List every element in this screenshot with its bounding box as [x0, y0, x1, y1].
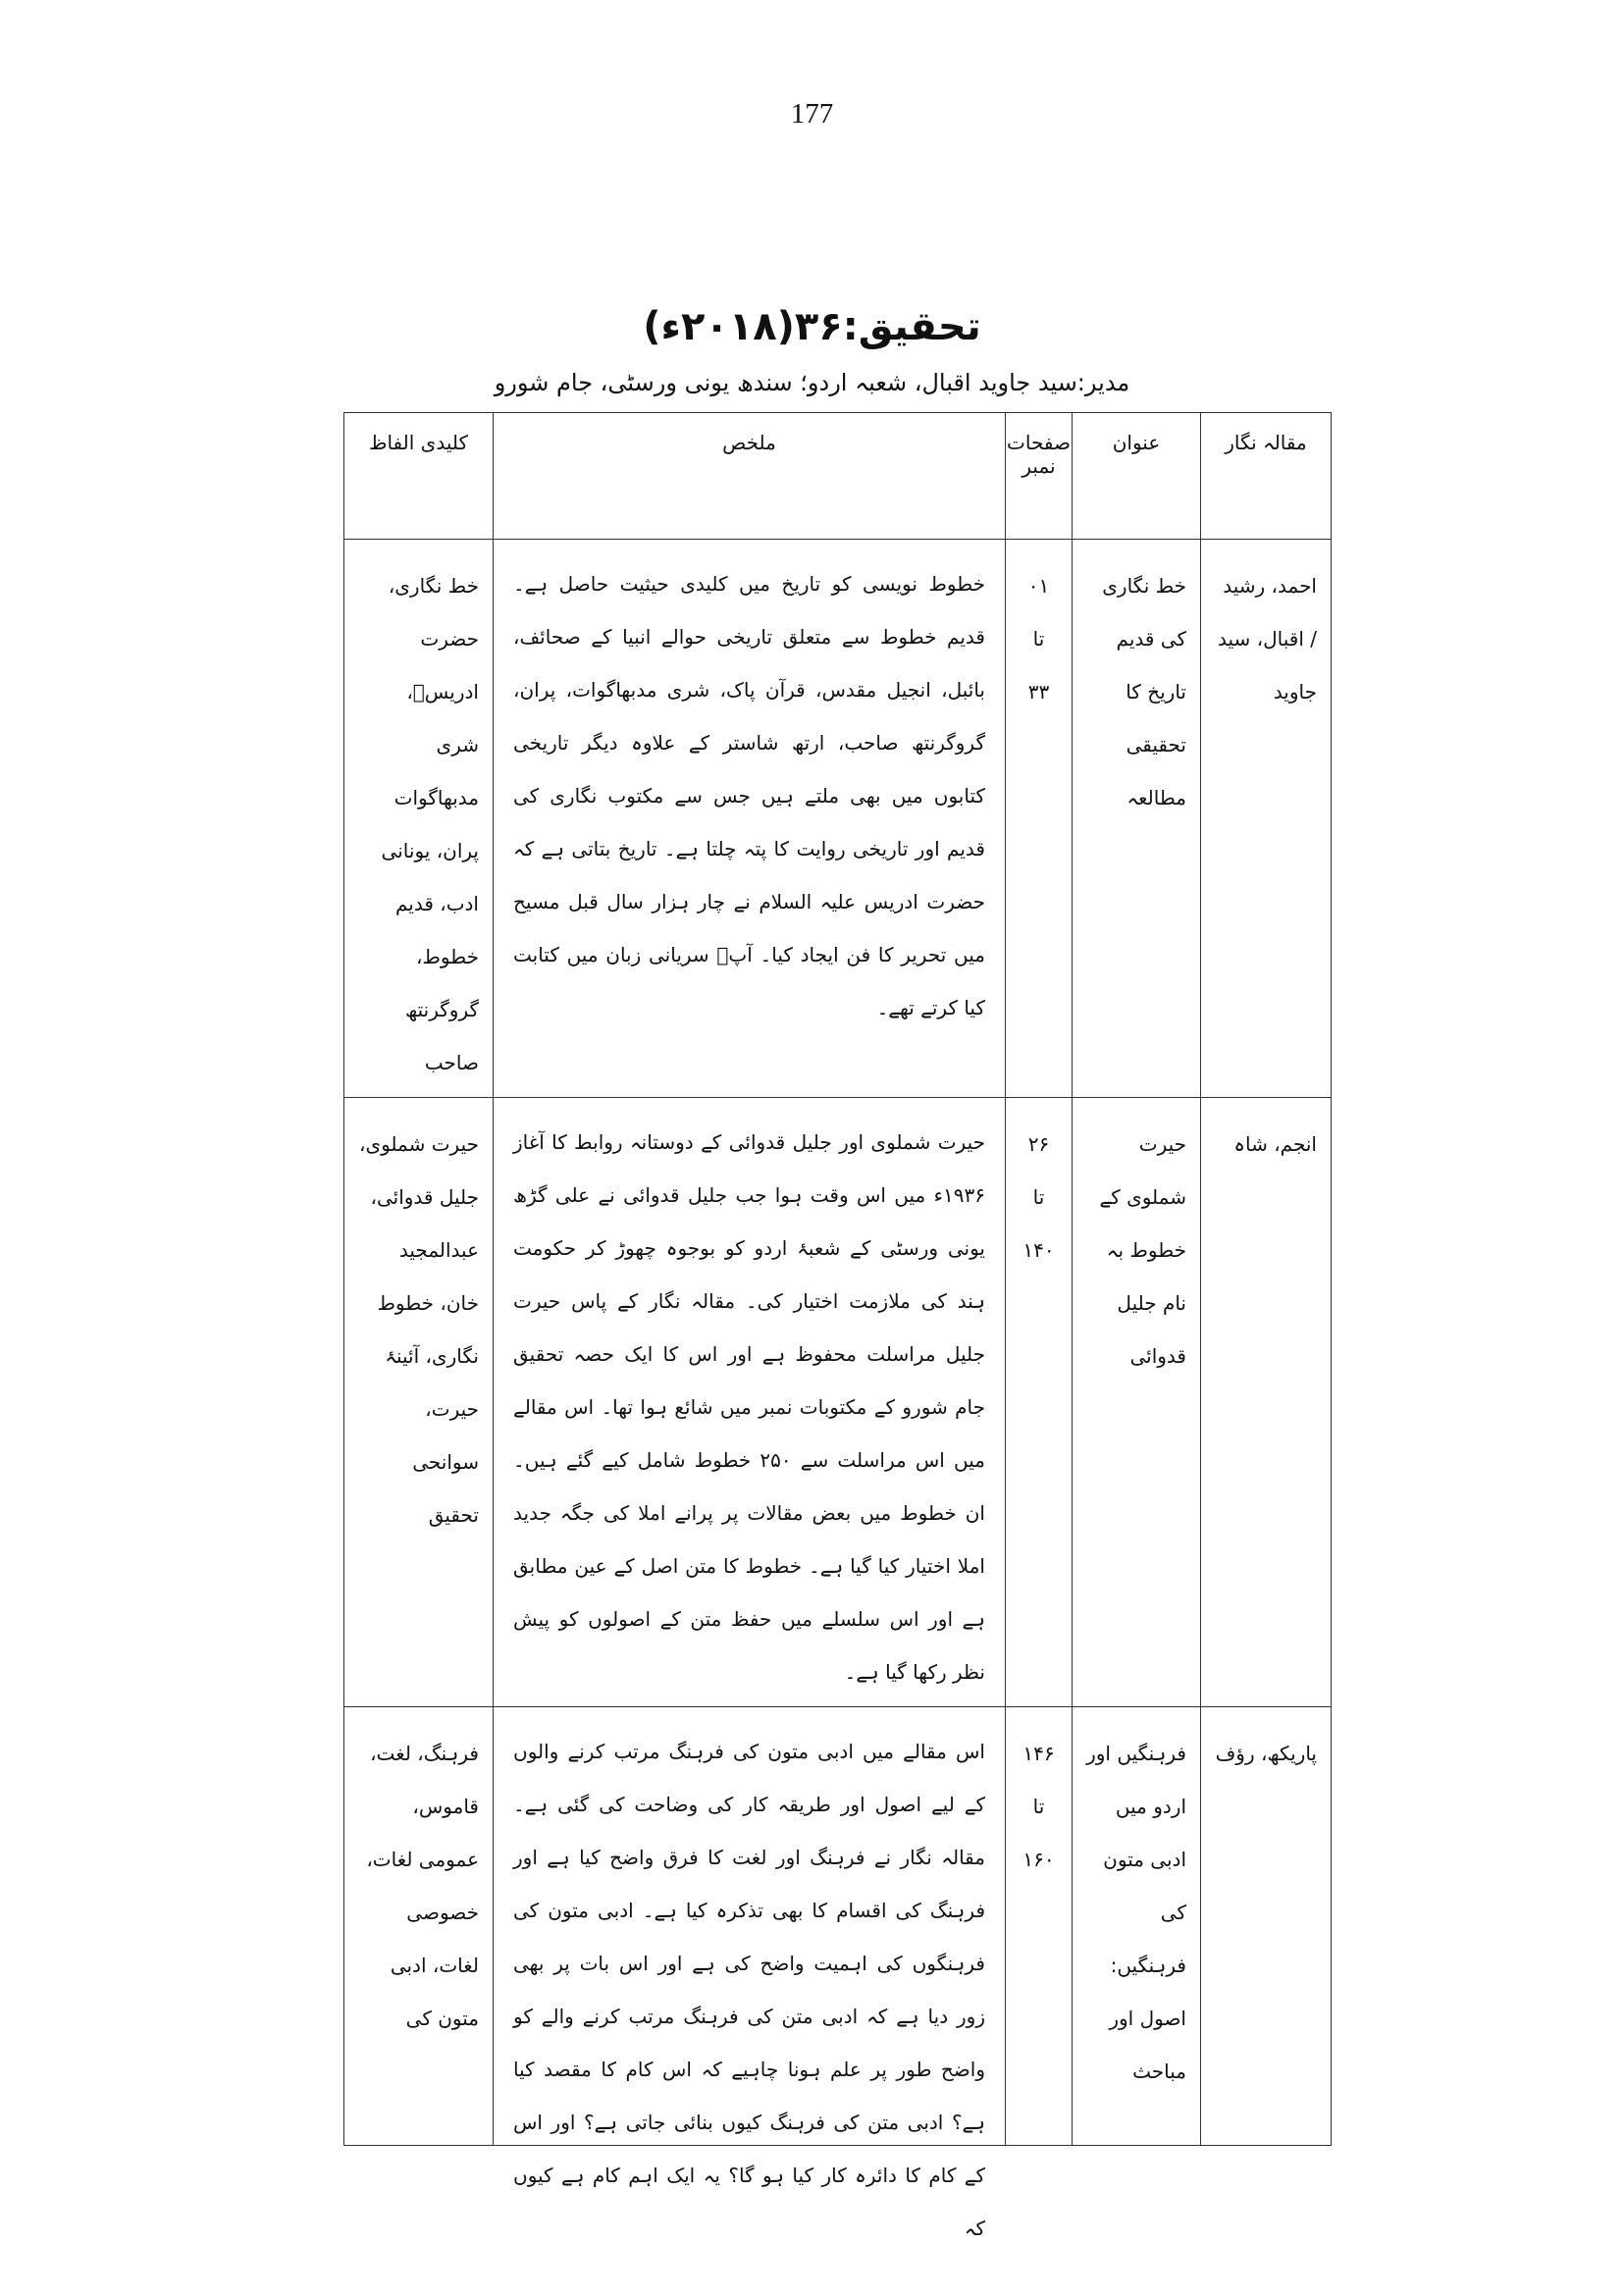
author-cell: [1201, 540, 1332, 1098]
article-index-table: [343, 412, 1332, 2240]
page-end: ۳۳: [1027, 680, 1050, 704]
page-start: ۱۴۶: [1022, 1742, 1055, 1765]
header-pages: صفحات نمبر: [1006, 413, 1073, 540]
page-number: 177: [790, 98, 834, 130]
pages-cell: [1006, 540, 1073, 1098]
table-row: [344, 540, 1332, 1098]
page-separator: تا: [1032, 627, 1045, 651]
keywords-text: حیرت شملوی، جلیل قدوائی، عبدالمجید خان، خطوط نگاری، آئینۂ حیرت، سوانحی تحقیق: [358, 1132, 479, 1527]
title-text: حیرت شملوی کے خطوط بہ نام جلیل قدوائی: [1099, 1132, 1186, 1368]
page-separator: تا: [1032, 1185, 1045, 1209]
author-text: انجم، شاہ: [1233, 1132, 1317, 1156]
abstract-cell: [494, 1707, 1006, 2240]
page-end: ۱۴۰: [1022, 1238, 1055, 1262]
keywords-cell: [344, 1707, 494, 2146]
abstract-text: اس مقالے میں ادبی متون کی فرہنگ مرتب کرنے والوں کے لیے اصول اور طریقہ کار کی وضاحت کی گئی ہے۔ مقالہ نگار نے فرہنگ اور لغت کا فرق واضح کیا ہے اور فرہنگ کی اقسام کا بھی تذکرہ کیا ہے۔ ادبی متون کی فرہنگوں کی اہمیت واضح کی ہے اور اس بات پر بھی زور دیا ہے کہ ادبی متن کی فرہنگ مرتب کرنے والے کو واضح طور پر علم ہونا چاہیے کہ اس کام کا مقصد کیا ہے؟ ادبی متن کی فرہنگ کیوں بنائی جاتی ہے؟ اور اس کے کام کا دائرہ کار کیا ہو گا؟ یہ ایک اہم کام ہے کیوں کہ: [513, 1740, 985, 2240]
header-author: مقالہ نگار: [1201, 413, 1332, 540]
table-row: [344, 1098, 1332, 1707]
table-header-row: [344, 413, 1332, 540]
editor-line: مدیر:سید جاوید اقبال، شعبہ اردو؛ سندھ یونی ورسٹی، جام شورو: [494, 369, 1130, 396]
title-text: خط نگاری کی قدیم تاریخ کا تحقیقی مطالعہ: [1102, 574, 1186, 809]
title-cell: [1073, 540, 1201, 1098]
page-separator: تا: [1032, 1795, 1045, 1818]
title-text: فرہنگیں اور اردو میں ادبی متون کی فرہنگیں: اصول اور مباحث: [1086, 1742, 1186, 2083]
abstract-cell: [494, 1098, 1006, 1707]
author-cell: [1201, 1707, 1332, 2146]
pages-cell: [1006, 1707, 1073, 2146]
author-text: پاریکھ، رؤف: [1215, 1742, 1317, 1765]
header-keywords: کلیدی الفاظ: [344, 413, 494, 540]
keywords-cell: [344, 540, 494, 1098]
author-text: احمد، رشید / اقبال، سید جاوید: [1218, 574, 1317, 704]
title-cell: [1073, 1098, 1201, 1707]
journal-title: تحقیق:۳۶(۲۰۱۸ء): [643, 304, 981, 349]
author-cell: [1201, 1098, 1332, 1707]
title-cell: [1073, 1707, 1201, 2146]
abstract-text: حیرت شملوی اور جلیل قدوائی کے دوستانہ روابط کا آغاز ۱۹۳۶ء میں اس وقت ہوا جب جلیل قدوائی نے علی گڑھ یونی ورسٹی کے شعبۂ اردو کو بوجوہ چھوڑ کر حکومت ہند کی ملازمت اختیار کی۔ مقالہ نگار کے پاس حیرت جلیل مراسلت محفوظ ہے اور اس کا ایک حصہ تحقیق جام شورو کے مکتوبات نمبر میں شائع ہوا تھا۔ اس مقالے میں اس مراسلت سے ۲۵۰ خطوط شامل کیے گئے ہیں۔ ان خطوط میں بعض مقالات پر پرانے املا کی جگہ جدید املا اختیار کیا گیا ہے۔ خطوط کا متن اصل کے عین مطابق ہے اور اس سلسلے میں حفظ متن کے اصولوں کو پیش نظر رکھا گیا ہے۔: [513, 1130, 986, 1684]
page-end: ۱۶۰: [1022, 1848, 1055, 1871]
abstract-cell: [494, 540, 1006, 1098]
keywords-text: خط نگاری، حضرت ادریسؑ، شری مدبھاگوات پران، یونانی ادب، قدیم خطوط، گروگرنتھ صاحب: [381, 574, 479, 1074]
page-start: ۲۶: [1027, 1132, 1050, 1156]
header-abstract: ملخص: [494, 413, 1006, 540]
pages-cell: [1006, 1098, 1073, 1707]
keywords-text: فرہنگ، لغت، قاموس، عمومی لغات، خصوصی لغات، ادبی متون کی: [366, 1742, 479, 2030]
header-title: عنوان: [1073, 413, 1201, 540]
keywords-cell: [344, 1098, 494, 1707]
abstract-text: خطوط نویسی کو تاریخ میں کلیدی حیثیت حاصل ہے۔ قدیم خطوط سے متعلق تاریخی حوالے انبیا کے صحائف، بائبل، انجیل مقدس، قرآن پاک، شری مدبھاگوات، پران، گروگرنتھ صاحب، ارتھ شاستر کے علاوہ دیگر تاریخی کتابوں میں بھی ملتے ہیں جس سے مکتوب نگاری کی قدیم اور تاریخی روایت کا پتہ چلتا ہے۔ تاریخ بتاتی ہے کہ حضرت ادریس علیہ السلام نے چار ہزار سال قبل مسیح میں تحریر کا فن ایجاد کیا۔ آپؑ سریانی زبان میں کتابت کیا کرتے تھے۔: [513, 572, 985, 1019]
table-row: [344, 1707, 1332, 2146]
page-start: ۰۱: [1027, 574, 1050, 598]
